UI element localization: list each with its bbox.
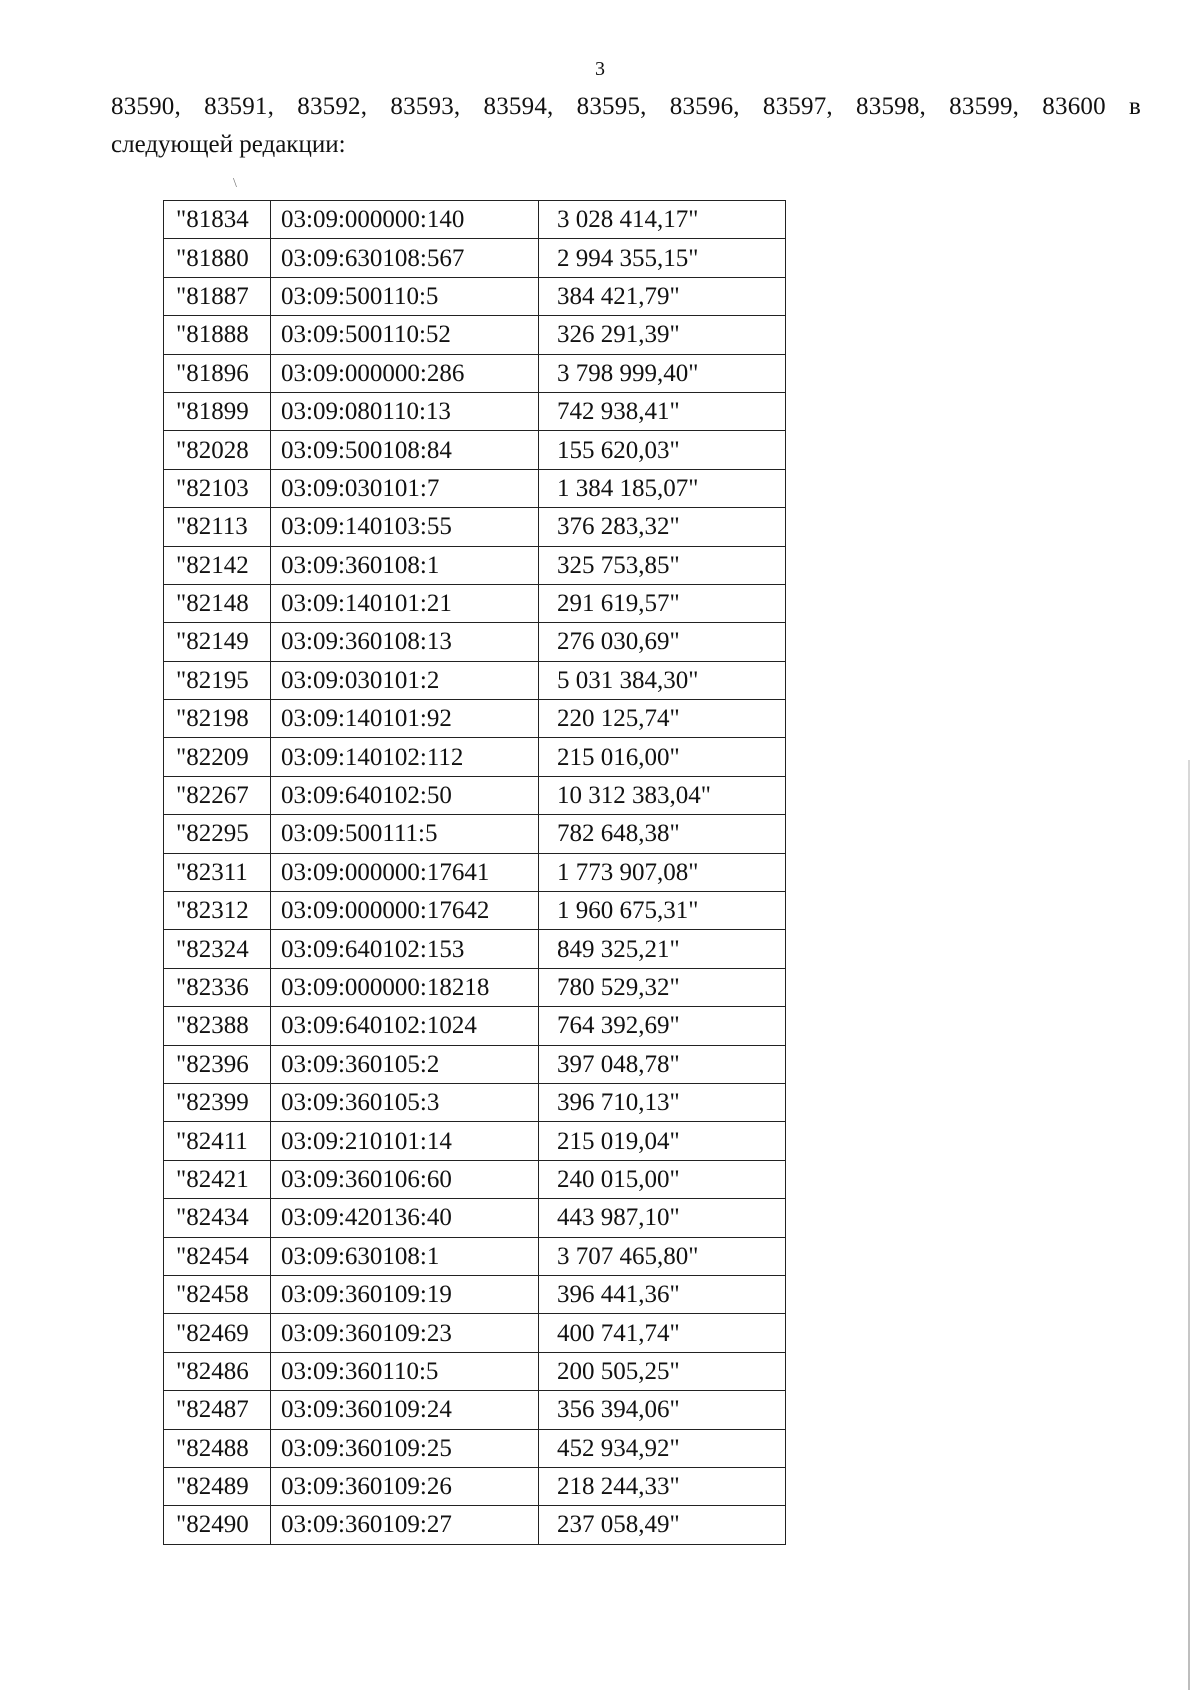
row-number-cell: "82487 — [164, 1391, 271, 1429]
row-number-cell: "82312 — [164, 892, 271, 930]
cadastral-number-cell: 03:09:140102:112 — [271, 738, 539, 776]
cadastral-value-cell: 237 058,49" — [539, 1506, 786, 1544]
cadastral-value-cell: 443 987,10" — [539, 1199, 786, 1237]
row-number-cell: "82336 — [164, 968, 271, 1006]
cadastral-number-cell: 03:09:360109:26 — [271, 1467, 539, 1505]
cadastral-number-cell: 03:09:360108:1 — [271, 546, 539, 584]
cadastral-value-cell: 742 938,41" — [539, 392, 786, 430]
cadastral-number-cell: 03:09:360110:5 — [271, 1352, 539, 1390]
row-number-cell: "82311 — [164, 853, 271, 891]
cadastral-value-cell: 782 648,38" — [539, 815, 786, 853]
row-number-cell: "82113 — [164, 508, 271, 546]
cadastral-value-cell: 240 015,00" — [539, 1160, 786, 1198]
cadastral-value-cell: 218 244,33" — [539, 1467, 786, 1505]
cadastral-value-cell: 400 741,74" — [539, 1314, 786, 1352]
cadastral-number-cell: 03:09:000000:17642 — [271, 892, 539, 930]
table-row — [164, 1199, 786, 1237]
intro-line-1: 83590, 83591, 83592, 83593, 83594, 83595, 83596, 83597, 83598, 83599, 83600 в — [111, 93, 1141, 120]
cadastral-value-cell: 384 421,79" — [539, 277, 786, 315]
table-row — [164, 661, 786, 699]
row-number-cell: "81899 — [164, 392, 271, 430]
cadastral-number-cell: 03:09:000000:17641 — [271, 853, 539, 891]
table-row — [164, 354, 786, 392]
cadastral-value-cell: 849 325,21" — [539, 930, 786, 968]
row-number-cell: "82421 — [164, 1160, 271, 1198]
row-number-cell: "81834 — [164, 201, 271, 239]
row-number-cell: "82028 — [164, 431, 271, 469]
cadastral-number-cell: 03:09:000000:18218 — [271, 968, 539, 1006]
cadastral-number-cell: 03:09:360109:24 — [271, 1391, 539, 1429]
row-number-cell: "82295 — [164, 815, 271, 853]
row-number-cell: "82489 — [164, 1467, 271, 1505]
cadastral-value-cell: 376 283,32" — [539, 508, 786, 546]
row-number-cell: "82486 — [164, 1352, 271, 1390]
intro-line-2: следующей редакции: — [111, 131, 346, 158]
table-row — [164, 201, 786, 239]
cadastral-value-cell: 5 031 384,30" — [539, 661, 786, 699]
cadastral-number-cell: 03:09:640102:153 — [271, 930, 539, 968]
cadastral-number-cell: 03:09:640102:1024 — [271, 1007, 539, 1045]
table-row — [164, 277, 786, 315]
row-number-cell: "82148 — [164, 584, 271, 622]
cadastral-number-cell: 03:09:140103:55 — [271, 508, 539, 546]
table-row — [164, 1506, 786, 1544]
scan-edge-line — [1188, 760, 1190, 1690]
cadastral-number-cell: 03:09:500108:84 — [271, 431, 539, 469]
cadastral-value-cell: 396 710,13" — [539, 1083, 786, 1121]
cadastral-number-cell: 03:09:360109:27 — [271, 1506, 539, 1544]
table-row — [164, 1045, 786, 1083]
row-number-cell: "81880 — [164, 239, 271, 277]
table-row — [164, 700, 786, 738]
row-number-cell: "82454 — [164, 1237, 271, 1275]
cadastral-value-cell: 780 529,32" — [539, 968, 786, 1006]
table-row — [164, 892, 786, 930]
table-row — [164, 392, 786, 430]
table-row — [164, 239, 786, 277]
table-row — [164, 853, 786, 891]
table-row — [164, 968, 786, 1006]
cadastral-number-cell: 03:09:140101:92 — [271, 700, 539, 738]
cadastral-number-cell: 03:09:000000:286 — [271, 354, 539, 392]
table-row — [164, 623, 786, 661]
cadastral-number-cell: 03:09:500111:5 — [271, 815, 539, 853]
cadastral-value-table — [163, 200, 786, 1545]
table-row — [164, 930, 786, 968]
cadastral-number-cell: 03:09:080110:13 — [271, 392, 539, 430]
row-number-cell: "82149 — [164, 623, 271, 661]
row-number-cell: "82209 — [164, 738, 271, 776]
table-row — [164, 1391, 786, 1429]
cadastral-value-cell: 291 619,57" — [539, 584, 786, 622]
row-number-cell: "81888 — [164, 316, 271, 354]
page-number: 3 — [595, 58, 605, 80]
cadastral-value-cell: 396 441,36" — [539, 1275, 786, 1313]
table-body — [164, 201, 786, 1545]
cadastral-value-cell: 276 030,69" — [539, 623, 786, 661]
cadastral-number-cell: 03:09:140101:21 — [271, 584, 539, 622]
row-number-cell: "82396 — [164, 1045, 271, 1083]
cadastral-value-cell: 764 392,69" — [539, 1007, 786, 1045]
table-row — [164, 1429, 786, 1467]
table-row — [164, 1314, 786, 1352]
row-number-cell: "82198 — [164, 700, 271, 738]
cadastral-value-cell: 326 291,39" — [539, 316, 786, 354]
cadastral-number-cell: 03:09:030101:7 — [271, 469, 539, 507]
cadastral-value-cell: 200 505,25" — [539, 1352, 786, 1390]
row-number-cell: "82469 — [164, 1314, 271, 1352]
cadastral-number-cell: 03:09:360106:60 — [271, 1160, 539, 1198]
row-number-cell: "82267 — [164, 776, 271, 814]
cadastral-value-cell: 215 016,00" — [539, 738, 786, 776]
row-number-cell: "82142 — [164, 546, 271, 584]
row-number-cell: "82488 — [164, 1429, 271, 1467]
cadastral-number-cell: 03:09:630108:1 — [271, 1237, 539, 1275]
cadastral-number-cell: 03:09:500110:5 — [271, 277, 539, 315]
row-number-cell: "82411 — [164, 1122, 271, 1160]
cadastral-value-cell: 3 798 999,40" — [539, 354, 786, 392]
row-number-cell: "81896 — [164, 354, 271, 392]
cadastral-value-cell: 215 019,04" — [539, 1122, 786, 1160]
cadastral-number-cell: 03:09:630108:567 — [271, 239, 539, 277]
cadastral-value-cell: 1 384 185,07" — [539, 469, 786, 507]
intro-paragraph — [111, 88, 1141, 164]
row-number-cell: "82324 — [164, 930, 271, 968]
table-row — [164, 1275, 786, 1313]
cadastral-number-cell: 03:09:360109:25 — [271, 1429, 539, 1467]
cadastral-value-cell: 2 994 355,15" — [539, 239, 786, 277]
cadastral-value-cell: 10 312 383,04" — [539, 776, 786, 814]
table-row — [164, 584, 786, 622]
row-number-cell: "82399 — [164, 1083, 271, 1121]
row-number-cell: "81887 — [164, 277, 271, 315]
table-row — [164, 1352, 786, 1390]
row-number-cell: "82103 — [164, 469, 271, 507]
table-row — [164, 1007, 786, 1045]
cadastral-value-cell: 220 125,74" — [539, 700, 786, 738]
table-row — [164, 469, 786, 507]
row-number-cell: "82195 — [164, 661, 271, 699]
cadastral-number-cell: 03:09:000000:140 — [271, 201, 539, 239]
row-number-cell: "82458 — [164, 1275, 271, 1313]
row-number-cell: "82388 — [164, 1007, 271, 1045]
cadastral-number-cell: 03:09:640102:50 — [271, 776, 539, 814]
cadastral-value-cell: 3 028 414,17" — [539, 201, 786, 239]
table-row — [164, 546, 786, 584]
cadastral-value-cell: 1 773 907,08" — [539, 853, 786, 891]
table-row — [164, 431, 786, 469]
cadastral-value-cell: 356 394,06" — [539, 1391, 786, 1429]
cadastral-number-cell: 03:09:420136:40 — [271, 1199, 539, 1237]
table-row — [164, 508, 786, 546]
table-row — [164, 1467, 786, 1505]
scan-mark: \ — [233, 176, 237, 191]
row-number-cell: "82434 — [164, 1199, 271, 1237]
table-row — [164, 1122, 786, 1160]
cadastral-number-cell: 03:09:030101:2 — [271, 661, 539, 699]
cadastral-number-cell: 03:09:210101:14 — [271, 1122, 539, 1160]
cadastral-number-cell: 03:09:360108:13 — [271, 623, 539, 661]
cadastral-value-cell: 155 620,03" — [539, 431, 786, 469]
table-row — [164, 1237, 786, 1275]
cadastral-number-cell: 03:09:360109:23 — [271, 1314, 539, 1352]
table-row — [164, 815, 786, 853]
table-row — [164, 1083, 786, 1121]
table-row — [164, 316, 786, 354]
table-row — [164, 738, 786, 776]
row-number-cell: "82490 — [164, 1506, 271, 1544]
cadastral-number-cell: 03:09:360105:3 — [271, 1083, 539, 1121]
table-row — [164, 1160, 786, 1198]
cadastral-number-cell: 03:09:360109:19 — [271, 1275, 539, 1313]
cadastral-number-cell: 03:09:360105:2 — [271, 1045, 539, 1083]
cadastral-value-cell: 1 960 675,31" — [539, 892, 786, 930]
cadastral-value-cell: 397 048,78" — [539, 1045, 786, 1083]
cadastral-value-cell: 452 934,92" — [539, 1429, 786, 1467]
cadastral-number-cell: 03:09:500110:52 — [271, 316, 539, 354]
cadastral-value-cell: 325 753,85" — [539, 546, 786, 584]
table-row — [164, 776, 786, 814]
cadastral-value-cell: 3 707 465,80" — [539, 1237, 786, 1275]
